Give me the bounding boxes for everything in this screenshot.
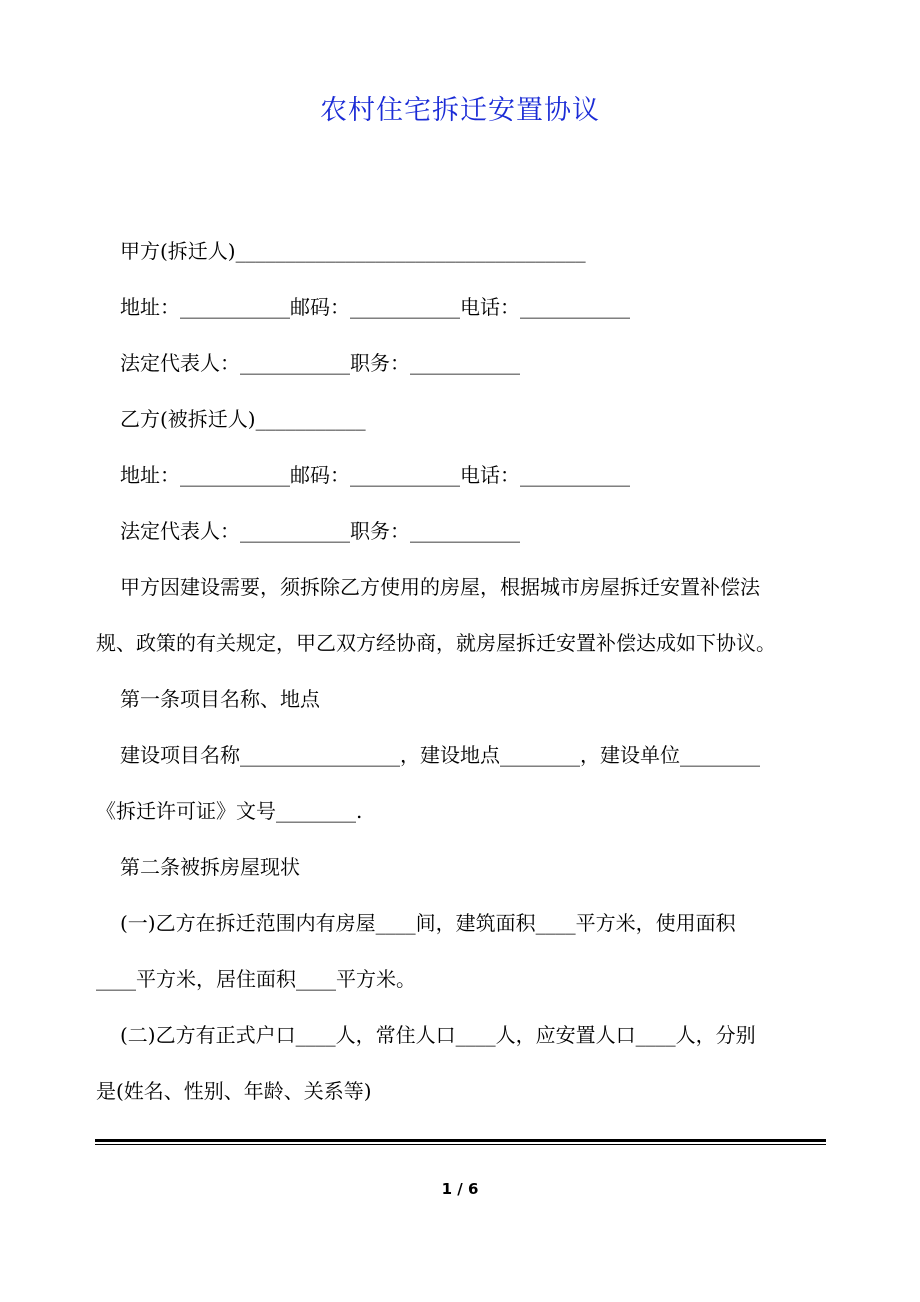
article-2-heading: 第二条被拆房屋现状 [120, 855, 300, 879]
party-a-line: 甲方(拆迁人)___________________________________ [120, 239, 586, 263]
clause-1-line-2: ____平方米，居住面积____平方米。 [96, 967, 416, 991]
party-a-address-line: 地址：___________邮码：___________电话：___________ [120, 295, 630, 319]
project-name-line: 建设项目名称________________，建设地点________，建设单位________ [120, 743, 760, 767]
party-b-representative-line: 法定代表人：___________职务：___________ [120, 519, 520, 543]
preamble-line-2: 规、政策的有关规定，甲乙双方经协商，就房屋拆迁安置补偿达成如下协议。 [96, 631, 776, 655]
permit-number-line: 《拆迁许可证》文号________. [96, 799, 363, 823]
preamble-line-1: 甲方因建设需要，须拆除乙方使用的房屋，根据城市房屋拆迁安置补偿法 [120, 575, 760, 599]
clause-2-line-2: 是(姓名、性别、年龄、关系等) [96, 1079, 372, 1103]
party-b-address-line: 地址：___________邮码：___________电话：___________ [120, 463, 630, 487]
clause-2-line-1: (二)乙方有正式户口____人，常住人口____人，应安置人口____人，分别 [120, 1023, 756, 1047]
footer-rule-thin [95, 1144, 826, 1145]
footer-rule-thick [95, 1139, 826, 1142]
article-1-heading: 第一条项目名称、地点 [120, 687, 320, 711]
document-title: 农村住宅拆迁安置协议 [320, 95, 600, 126]
page-indicator: 1 / 6 [441, 1180, 479, 1198]
clause-1-line-1: (一)乙方在拆迁范围内有房屋____间，建筑面积____平方米，使用面积 [120, 911, 736, 935]
party-a-representative-line: 法定代表人：___________职务：___________ [120, 351, 520, 375]
party-b-line: 乙方(被拆迁人)___________ [120, 407, 366, 431]
